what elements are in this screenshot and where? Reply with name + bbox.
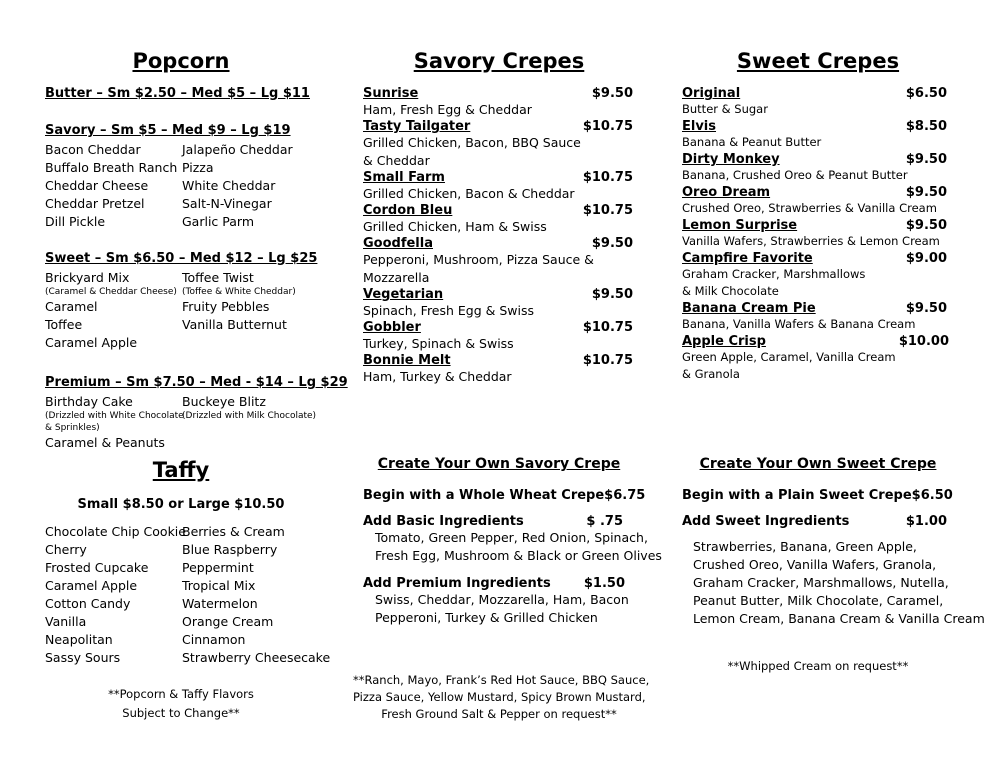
item-price: $9.50 <box>905 301 947 316</box>
cyo-base-row <box>682 488 953 503</box>
item-desc: Banana & Peanut Butter <box>682 135 822 149</box>
taffy-right-list <box>182 523 330 667</box>
item-desc: Ham, Fresh Egg & Cheddar <box>363 102 532 117</box>
list-item: Berries & Cream <box>182 524 285 539</box>
item-name: Dirty Monkey <box>682 152 780 167</box>
premium-popcorn-left-list <box>45 393 184 452</box>
item-desc: Grilled Chicken, Bacon, BBQ Sauce <box>363 135 581 150</box>
menu-item <box>363 236 635 287</box>
item-price: $6.50 <box>905 86 947 101</box>
cyo-add-price: $1.00 <box>905 514 947 529</box>
item-price: $10.75 <box>582 119 633 134</box>
list-item: Dill Pickle <box>45 214 106 229</box>
savory-popcorn-left-list <box>45 141 177 231</box>
item-name: Oreo Dream <box>682 185 771 200</box>
item-desc: Ham, Turkey & Cheddar <box>363 369 512 384</box>
menu-item <box>682 301 947 333</box>
cyo-basic-price: $ .75 <box>586 514 623 529</box>
desc-line: Fresh Egg, Mushroom & Black or Green Olives <box>375 548 662 563</box>
cyo-premium-desc <box>363 591 633 627</box>
desc-line: Tomato, Green Pepper, Red Onion, Spinach, <box>375 530 648 545</box>
menu-item <box>363 170 635 203</box>
menu-item <box>682 185 947 217</box>
list-item: Cherry <box>45 542 87 557</box>
list-item: Tropical Mix <box>182 578 256 593</box>
note-line: Fresh Ground Salt & Pepper on request** <box>381 707 617 721</box>
item-note: & Sprinkles) <box>45 423 100 433</box>
cyo-base-row <box>363 488 646 503</box>
list-item: Caramel Apple <box>45 578 138 593</box>
sweet-popcorn-left-list <box>45 269 177 352</box>
item-desc: & Cheddar <box>363 153 430 168</box>
list-item: White Cheddar <box>182 178 276 193</box>
desc-line: Peanut Butter, Milk Chocolate, Caramel, <box>693 593 944 608</box>
item-price: $10.75 <box>582 353 633 368</box>
item-note: (Toffee & White Cheddar) <box>182 287 296 297</box>
note-line: **Popcorn & Taffy Flavors <box>108 687 254 701</box>
item-price: $9.50 <box>905 152 947 167</box>
list-item: Watermelon <box>182 596 258 611</box>
sweet-crepes-title: Sweet Crepes <box>736 49 900 73</box>
list-item: Cheddar Cheese <box>45 178 149 193</box>
premium-popcorn-header: Premium – Sm $7.50 – Med - $14 – Lg $29 <box>45 375 348 390</box>
item-name: Vegetarian <box>363 287 444 302</box>
item-name: Gobbler <box>363 320 421 335</box>
cyo-savory-section <box>363 488 662 627</box>
list-item: Toffee Twist <box>182 270 254 285</box>
menu-item <box>682 152 947 184</box>
list-item: Frosted Cupcake <box>45 560 149 575</box>
item-name: Cordon Bleu <box>363 203 453 218</box>
list-item: Fruity Pebbles <box>182 299 270 314</box>
cyo-premium-price: $1.50 <box>583 576 625 591</box>
item-name: Banana Cream Pie <box>682 301 816 316</box>
item-desc: Turkey, Spinach & Swiss <box>363 336 514 351</box>
cyo-base-price: $6.75 <box>604 488 646 503</box>
list-item: Peppermint <box>182 560 254 575</box>
taffy-flavor-note <box>45 685 317 723</box>
list-item: Blue Raspberry <box>182 542 278 557</box>
desc-line: Graham Cracker, Marshmallows, Nutella, <box>693 575 949 590</box>
item-name: Bonnie Melt <box>363 353 451 368</box>
item-note: (Drizzled with Milk Chocolate) <box>182 411 317 421</box>
list-item: Strawberry Cheesecake <box>182 650 331 665</box>
sweet-popcorn-right-list <box>182 269 296 334</box>
desc-line: Pepperoni, Turkey & Grilled Chicken <box>375 610 598 625</box>
item-desc: Vanilla Wafers, Strawberries & Lemon Cream <box>682 234 940 248</box>
item-price: $9.50 <box>591 287 633 302</box>
cyo-add-label: Add Sweet Ingredients <box>682 514 850 529</box>
savory-popcorn-header: Savory – Sm $5 – Med $9 – Lg $19 <box>45 123 291 138</box>
item-desc: Spinach, Fresh Egg & Swiss <box>363 303 535 318</box>
cyo-basic-row <box>363 514 633 529</box>
taffy-title: Taffy <box>152 458 210 482</box>
menu-item <box>363 353 635 386</box>
item-price: $10.75 <box>582 203 633 218</box>
menu-item <box>363 119 635 170</box>
item-desc: Mozzarella <box>363 270 430 285</box>
item-name: Apple Crisp <box>682 334 766 349</box>
taffy-left-list <box>45 523 186 667</box>
whipped-cream-note: **Whipped Cream on request** <box>727 659 909 673</box>
menu-item <box>682 251 947 300</box>
menu-item <box>363 203 635 236</box>
cyo-base-price: $6.50 <box>911 488 953 503</box>
list-item: Vanilla Butternut <box>182 317 287 332</box>
menu-item <box>682 119 947 151</box>
cyo-premium-row <box>363 576 633 591</box>
item-desc: Crushed Oreo, Strawberries & Vanilla Cream <box>682 201 937 215</box>
list-item: Bacon Cheddar <box>45 142 141 157</box>
cyo-add-row <box>682 514 947 529</box>
note-line: Pizza Sauce, Yellow Mustard, Spicy Brown Mustard, <box>353 690 646 704</box>
list-item: Toffee <box>45 317 83 332</box>
popcorn-title: Popcorn <box>132 49 230 73</box>
item-name: Goodfella <box>363 236 433 251</box>
item-price: $10.75 <box>582 320 633 335</box>
list-item: Caramel Apple <box>45 335 138 350</box>
item-name: Small Farm <box>363 170 445 185</box>
item-desc: Grilled Chicken, Ham & Swiss <box>363 219 547 234</box>
item-note: (Drizzled with White Chocolate <box>45 411 184 421</box>
list-item: Brickyard Mix <box>45 270 130 285</box>
item-price: $10.00 <box>898 334 949 349</box>
list-item: Buckeye Blitz <box>182 394 266 409</box>
item-price: $10.75 <box>582 170 633 185</box>
menu-item <box>682 218 947 250</box>
item-desc: Grilled Chicken, Bacon & Cheddar <box>363 186 575 201</box>
cyo-savory-title: Create Your Own Savory Crepe <box>377 456 621 472</box>
menu-item <box>682 334 947 383</box>
item-note: (Caramel & Cheddar Cheese) <box>45 287 177 297</box>
item-desc: & Milk Chocolate <box>682 284 779 298</box>
item-desc: Graham Cracker, Marshmallows <box>682 267 866 281</box>
item-desc: Pepperoni, Mushroom, Pizza Sauce & <box>363 252 594 267</box>
cyo-premium-label: Add Premium Ingredients <box>363 576 551 591</box>
list-item: Vanilla <box>45 614 87 629</box>
item-price: $9.50 <box>591 236 633 251</box>
list-item: Cinnamon <box>182 632 246 647</box>
cyo-base-label: Begin with a Whole Wheat Crepe <box>363 488 605 503</box>
list-item: Salt-N-Vinegar <box>182 196 272 211</box>
item-name: Original <box>682 86 741 101</box>
desc-line: Strawberries, Banana, Green Apple, <box>693 539 917 554</box>
sweet-crepe-list <box>682 86 947 383</box>
cyo-sweet-desc <box>682 538 985 628</box>
item-name: Sunrise <box>363 86 419 101</box>
list-item: Cheddar Pretzel <box>45 196 145 211</box>
savory-popcorn-right-list <box>182 141 293 231</box>
premium-popcorn-right-list <box>182 393 316 422</box>
cyo-basic-label: Add Basic Ingredients <box>363 514 524 529</box>
list-item: Sassy Sours <box>45 650 121 665</box>
item-name: Campfire Favorite <box>682 251 813 266</box>
item-price: $9.00 <box>905 251 947 266</box>
list-item: Chocolate Chip Cookie <box>45 524 186 539</box>
list-item: Pizza <box>182 160 214 175</box>
list-item: Cotton Candy <box>45 596 131 611</box>
list-item: Caramel <box>45 299 98 314</box>
item-desc: Banana, Crushed Oreo & Peanut Butter <box>682 168 908 182</box>
item-name: Lemon Surprise <box>682 218 798 233</box>
cyo-sweet-section <box>682 488 985 628</box>
menu-item <box>363 86 635 119</box>
list-item: Orange Cream <box>182 614 274 629</box>
item-name: Tasty Tailgater <box>363 119 471 134</box>
cyo-sweet-title: Create Your Own Sweet Crepe <box>699 456 937 472</box>
list-item: Birthday Cake <box>45 394 133 409</box>
desc-line: Lemon Cream, Banana Cream & Vanilla Cream <box>693 611 985 626</box>
list-item: Neapolitan <box>45 632 113 647</box>
desc-line: Crushed Oreo, Vanilla Wafers, Granola, <box>693 557 937 572</box>
savory-condiments-note <box>353 672 650 723</box>
cyo-base-label: Begin with a Plain Sweet Crepe <box>682 488 912 503</box>
sweet-popcorn-header: Sweet – Sm $6.50 – Med $12 – Lg $25 <box>45 251 318 266</box>
butter-price-line: Butter – Sm $2.50 – Med $5 – Lg $11 <box>45 86 310 101</box>
list-item: Buffalo Breath Ranch <box>45 160 178 175</box>
item-desc: Banana, Vanilla Wafers & Banana Cream <box>682 317 916 331</box>
item-name: Elvis <box>682 119 717 134</box>
menu-item <box>363 287 635 320</box>
savory-crepe-list <box>363 86 635 386</box>
list-item: Jalapeño Cheddar <box>182 142 293 157</box>
note-line: Subject to Change** <box>122 706 240 720</box>
desc-line: Swiss, Cheddar, Mozzarella, Ham, Bacon <box>375 592 629 607</box>
item-price: $9.50 <box>905 185 947 200</box>
note-line: **Ranch, Mayo, Frank’s Red Hot Sauce, BBQ Sauce, <box>353 673 650 687</box>
item-price: $8.50 <box>905 119 947 134</box>
list-item: Garlic Parm <box>182 214 255 229</box>
cyo-basic-desc <box>363 529 662 565</box>
list-item: Caramel & Peanuts <box>45 435 165 450</box>
item-desc: Green Apple, Caramel, Vanilla Cream <box>682 350 896 364</box>
item-price: $9.50 <box>905 218 947 233</box>
item-desc: & Granola <box>682 367 740 381</box>
savory-crepes-title: Savory Crepes <box>413 49 585 73</box>
taffy-price: Small $8.50 or Large $10.50 <box>77 497 285 512</box>
menu-item <box>363 320 635 353</box>
menu-item <box>682 86 947 118</box>
item-desc: Butter & Sugar <box>682 102 768 116</box>
item-price: $9.50 <box>591 86 633 101</box>
